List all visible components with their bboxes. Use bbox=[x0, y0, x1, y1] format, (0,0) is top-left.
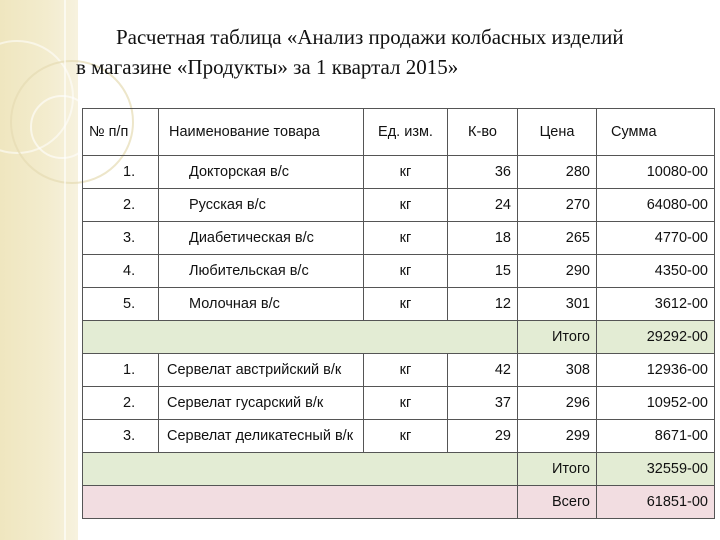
product-name: Сервелат деликатесный в/к bbox=[159, 420, 364, 453]
subtotal-row bbox=[83, 453, 715, 486]
decorative-line bbox=[64, 0, 66, 540]
grand-total-label: Всего bbox=[518, 486, 597, 519]
grand-total-sum: 61851-00 bbox=[597, 486, 715, 519]
header-product-name: Наименование товара bbox=[159, 109, 364, 156]
quantity: 12 bbox=[448, 288, 518, 321]
row-number: 5. bbox=[83, 288, 159, 321]
row-number: 1. bbox=[83, 156, 159, 189]
subtotal-sum: 32559-00 bbox=[597, 453, 715, 486]
sum: 3612-00 bbox=[597, 288, 715, 321]
table-row bbox=[83, 189, 715, 222]
price: 308 bbox=[518, 354, 597, 387]
sum: 10952-00 bbox=[597, 387, 715, 420]
header-unit: Ед. изм. bbox=[364, 109, 448, 156]
header-price: Цена bbox=[518, 109, 597, 156]
row-number: 2. bbox=[83, 189, 159, 222]
subtotal-sum: 29292-00 bbox=[597, 321, 715, 354]
row-number: 3. bbox=[83, 420, 159, 453]
unit: кг bbox=[364, 156, 448, 189]
title-line-2: в магазине «Продукты» за 1 квартал 2015» bbox=[76, 55, 459, 79]
row-number: 2. bbox=[83, 387, 159, 420]
quantity: 24 bbox=[448, 189, 518, 222]
price: 265 bbox=[518, 222, 597, 255]
unit: кг bbox=[364, 354, 448, 387]
price: 290 bbox=[518, 255, 597, 288]
sum: 64080-00 bbox=[597, 189, 715, 222]
row-number: 1. bbox=[83, 354, 159, 387]
subtotal-label: Итого bbox=[518, 321, 597, 354]
unit: кг bbox=[364, 189, 448, 222]
row-number: 4. bbox=[83, 255, 159, 288]
sales-table bbox=[82, 108, 715, 519]
product-name: Русская в/с bbox=[159, 189, 364, 222]
subtotal-row bbox=[83, 321, 715, 354]
unit: кг bbox=[364, 255, 448, 288]
product-name: Любительская в/с bbox=[159, 255, 364, 288]
table-row bbox=[83, 354, 715, 387]
unit: кг bbox=[364, 387, 448, 420]
unit: кг bbox=[364, 420, 448, 453]
title-line-1: Расчетная таблица «Анализ продажи колбасных изделий bbox=[116, 25, 624, 49]
quantity: 18 bbox=[448, 222, 518, 255]
table-row bbox=[83, 420, 715, 453]
header-quantity: К-во bbox=[448, 109, 518, 156]
quantity: 29 bbox=[448, 420, 518, 453]
subtotal-spacer bbox=[83, 321, 518, 354]
quantity: 37 bbox=[448, 387, 518, 420]
price: 270 bbox=[518, 189, 597, 222]
table-row bbox=[83, 288, 715, 321]
product-name: Сервелат австрийский в/к bbox=[159, 354, 364, 387]
table-row bbox=[83, 255, 715, 288]
quantity: 15 bbox=[448, 255, 518, 288]
unit: кг bbox=[364, 288, 448, 321]
subtotal-spacer bbox=[83, 453, 518, 486]
unit: кг bbox=[364, 222, 448, 255]
quantity: 42 bbox=[448, 354, 518, 387]
header-sum: Сумма bbox=[597, 109, 715, 156]
sum: 12936-00 bbox=[597, 354, 715, 387]
price: 299 bbox=[518, 420, 597, 453]
subtotal-label: Итого bbox=[518, 453, 597, 486]
product-name: Докторская в/с bbox=[159, 156, 364, 189]
quantity: 36 bbox=[448, 156, 518, 189]
table-row bbox=[83, 222, 715, 255]
table-row bbox=[83, 156, 715, 189]
product-name: Сервелат гусарский в/к bbox=[159, 387, 364, 420]
sum: 4770-00 bbox=[597, 222, 715, 255]
sum: 8671-00 bbox=[597, 420, 715, 453]
table-row bbox=[83, 387, 715, 420]
header-number: № п/п bbox=[83, 109, 159, 156]
table-header-row bbox=[83, 109, 715, 156]
product-name: Диабетическая в/с bbox=[159, 222, 364, 255]
price: 301 bbox=[518, 288, 597, 321]
slide-title bbox=[78, 22, 718, 82]
sum: 10080-00 bbox=[597, 156, 715, 189]
total-spacer bbox=[83, 486, 518, 519]
grand-total-row bbox=[83, 486, 715, 519]
decorative-side-band bbox=[0, 0, 78, 540]
price: 296 bbox=[518, 387, 597, 420]
sum: 4350-00 bbox=[597, 255, 715, 288]
price: 280 bbox=[518, 156, 597, 189]
product-name: Молочная в/с bbox=[159, 288, 364, 321]
row-number: 3. bbox=[83, 222, 159, 255]
